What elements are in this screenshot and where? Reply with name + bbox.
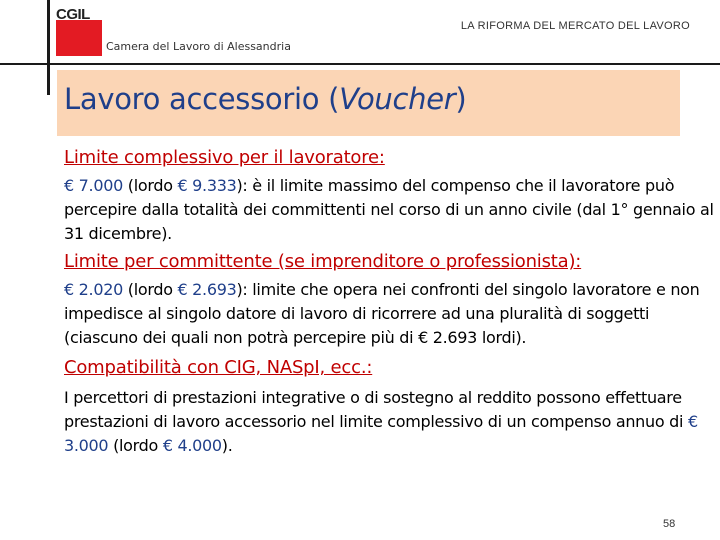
title-main: Lavoro accessorio ( xyxy=(64,82,340,116)
amount: € 3.000 xyxy=(64,412,698,455)
slide-content xyxy=(64,146,716,458)
section-heading-limite-committente: Limite per committente (se imprenditore o professionista): xyxy=(64,251,582,272)
text-fragment: (lordo xyxy=(108,436,163,455)
title-end: ) xyxy=(455,82,467,116)
logo-red-block xyxy=(56,20,102,56)
amount: € 7.000 xyxy=(64,176,123,195)
amount-gross: € 4.000 xyxy=(162,436,222,455)
text-fragment: (lordo xyxy=(122,280,178,299)
section-text-limite-complessivo xyxy=(64,174,716,246)
logo-text: CGIL xyxy=(56,6,90,23)
amount-gross: € 9.333 xyxy=(177,176,237,195)
text-fragment: ): limite che opera nei confronti del singolo lavoratore e non impedisce al singolo datore di lavoro di ricorrere ad una pluralità di soggetti (ciascuno dei quali non potrà percepire più di € 2.693 lordi). xyxy=(64,280,700,347)
page-number: 58 xyxy=(663,518,676,530)
text-fragment: (lordo xyxy=(122,176,178,195)
section-text-limite-committente xyxy=(64,278,716,350)
decor-vertical-line xyxy=(47,0,50,95)
decor-horizontal-line xyxy=(0,63,720,65)
section-heading-limite-complessivo: Limite complessivo per il lavoratore: xyxy=(64,147,385,168)
text-fragment: ). xyxy=(221,436,233,455)
slide-title xyxy=(64,82,466,116)
organization-name: Camera del Lavoro di Alessandria xyxy=(106,40,291,53)
text-fragment: I percettori di prestazioni integrative o di sostegno al reddito possono effettuare prestazioni di lavoro accessorio nel limite complessivo di un compenso annuo di xyxy=(64,388,688,431)
title-italic: Voucher xyxy=(339,82,456,116)
header-title: LA RIFORMA DEL MERCATO DEL LAVORO xyxy=(460,20,690,32)
amount: € 2.020 xyxy=(64,280,123,299)
cgil-logo xyxy=(56,6,102,56)
amount-gross: € 2.693 xyxy=(177,280,237,299)
section-heading-compatibilita: Compatibilità con CIG, NASpI, ecc.: xyxy=(64,357,373,378)
text-fragment: ): è il limite massimo del compenso che il lavoratore può percepire dalla totalità dei committenti nel corso di un anno civile (dal 1° gennaio al 31 dicembre). xyxy=(64,176,714,243)
section-text-compatibilita xyxy=(64,386,716,458)
